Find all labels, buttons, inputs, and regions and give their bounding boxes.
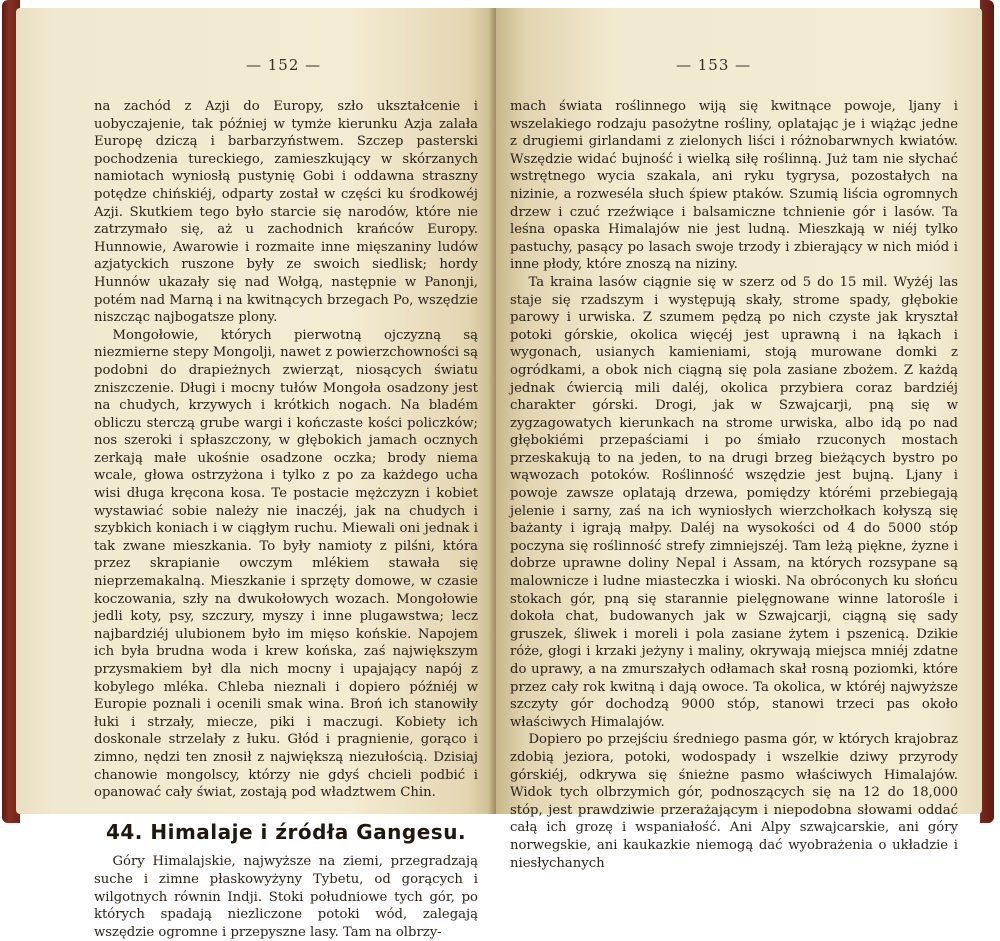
left-page [16, 8, 496, 940]
paragraph: Góry Himalajskie, najwyższe na ziemi, przegradzają suche i zimne płaskowyżyny Tybetu, od gorących i wilgotnych równin Indji. Stoki południowe tych gór, po których spadają niezliczone potoki wód, zalegają wszędzie ogromne i przepyszne lasy. Tam na olbrzy- [94, 854, 478, 940]
book-cover-right [980, 0, 994, 823]
paragraph: na zachód z Azji do Europy, szło ukształcenie i uobyczajenie, tak później w tymże kierunku Azja zalała Europę dziczą i barbarzyństwem. Szczep pasterski pochodzenia tureckiego, zamieszkujący w skórzanych namiotach wyniosłą pustynię Gobi i oddawna straszny potędze chińskiéj, odparty został w części ku środkowéj Azji. Skutkiem tego było starcie się narodów, które nie zatrzymało się, aż u zachodnich krańców Europy. Hunnowie, Awarowie i rozmaite inne mięszaniny ludów azjatyckich ruszone były ze swoich siedlisk; hordy Hunnów ukazały się nad Wołgą, następnie w Panonji, potém nad Marną i na kwitnących brzegach Po, wszędzie niszcząc najbogatsze plony. [94, 99, 478, 326]
paragraph: Mongołowie, których pierwotną ojczyzną są niezmierne stepy Mongolji, nawet z powierzchowności są podobni do drapieżnych zwierząt, niosących światu zniszczenie. Długi i mocny tułów Mongoła osadzony jest na chudych, krzywych i krótkich nogach. Na bladém obliczu sterczą grube wargi i kończaste kości policzków; nos szeroki i spłaszczony, w głębokich jamach ocznych zerkają małe ukośnie osadzone oczka; brody niema wcale, głowa ostrzyżona i tylko z po za każdego ucha wisi długa kręcona kosa. Te postacie mężczyzn i kobiet wystawiać sobie należy nie inaczéj, jak na chudych i szybkich koniach i w ciągłym ruchu. Miewali oni jednak i tak zwane mieszkania. To były namioty z pilśni, która przez skrapianie owczym mlékiem stawała się nieprzemakalną. Mieszkanie i sprzęty domowe, w czasie koczowania, szły na dwukołowych wozach. Mongołowie jedli koty, psy, szczury, myszy i inne plugawstwa; lecz najbardziéj ulubionem było im mięso końskie. Napojem ich była brudna woda i krew końska, zaś największym przysmakiem był dla nich mocny i upajający napój z kobylego mléka. Chleba nieznali i dopiero późniéj w Europie poznali i ocenili smak wina. Broń ich stanowiły łuki i strzały, miecze, piki i maczugi. Kobiety ich doskonale strzelały z łuku. Głód i pragnienie, gorąco i zimno, nędzi ten znosił z największą niezułością. Dzisiaj chanowie mongolscy, którzy nie gdyś chcieli podbić i opanować cały świat, zostają pod władztwem Chin. [94, 327, 478, 801]
right-page [496, 8, 982, 871]
paragraph: Dopiero po przejściu średniego pasma gór, w których krajobraz zdobią jeziora, potoki, wodospady i wszelkie dziwy przyrody górskiéj, odkrywa się śnieżne pasmo właściwych Himalajów. Widok tych olbrzymich gór, podnoszących się na 12 do 18,000 stóp, jest prawdziwie przerażającym i niepodobna słowami oddać całą ich grozę i wspaniałość. Ani Alpy szwajcarskie, ani góry norwegskie, ani kaukazkie niemogą dać wyobrażenia o układzie i niesłychanych [510, 732, 958, 871]
left-page-text [94, 98, 478, 941]
section-heading: 44. Himalaje i źródła Gangesu. [105, 819, 467, 844]
paragraph: Ta kraina lasów ciągnie się w szerz od 5 do 15 mil. Wyżéj las staje się rzadszym i występują skały, strome spady, głębokie parowy i urwiska. Z szumem pędzą po nich czyste jak kryształ potoki górskie, okolica więcéj jest uprawną i na łąkach i wygonach, usianych kamieniami, stoją murowane domki z ogródkami, a obok nich ciągną się pola zasiane zbożem. Z każdą jednak ćwiercią mili daléj, okolica przybiera coraz bardziéj charakter górski. Drogi, jak w Szwajcarji, pną się w zygzagowatych kierunkach na strome urwiska, albo idą po nad głębokiémi przepaściami i po śmiało rzuconych mostach przeskakują to na jeden, to na drugi brzeg bieżących bystro po wąwozach potoków. Roślinność wszędzie jest bujną. Ljany i powoje zawsze oplatają drzewa, pomiędzy którémi przebiegają jelenie i sarny, zaś na ich wyniosłych wierzchołkach kołyszą się bażanty i igrają małpy. Daléj na wysokości od 4 do 5000 stóp poczyna się roślinność strefy zimniejszéj. Tam leżą piękne, żyzne i dobrze uprawne doliny Nepal i Assam, na których rozsypane są malownicze i ludne miasteczka i wioski. Na obróconych ku słońcu stokach gór, pną się starannie pielęgnowane winne latorośle i dokoła chat, budowanych jak w Szwajcarji, ciągną się sady gruszek, śliwek i moreli i pola zasiane żytem i pszenicą. Dzikie róże, głogi i krzaki jeżyny i maliny, okrywają miejsca mniéj zdatne do uprawy, a na zmurszałych odłamach skał rosną poziomki, które przez cały rok kwitną i dają owoce. Ta okolica, w któréj najwyższe szczyty gór dochodzą 9000 stóp, stanowi trzeci pas około właściwych Himalajów. [510, 274, 958, 730]
page-number-right: — 153 — [676, 56, 752, 74]
right-page-text [510, 98, 958, 872]
page-number-left: — 152 — [246, 56, 322, 74]
paragraph: mach świata roślinnego wiją się kwitnące powoje, ljany i wszelakiego rodzaju pasożytne rośliny, oplatając je i wiążąc jedne z drugiemi girlandami z zielonych liści i różnobarwnych kwiatów. Wszędzie widać bujność i wielką siłę roślinną. Już tam nie słychać wstrętnego wycia szakala, ani ryku tygrysa, pozostałych na nizinie, a rozweséla słuch śpiew ptaków. Szumią liścia ogromnych drzew i czuć rzeźwiące i balsamiczne tchnienie gór i lasów. Ta leśna opaska Himalajów nie jest ludną. Mieszkają w niéj tylko pastuchy, pasący po lasach swoje trzody i zbierający w nich miód i inne płody, które znoszą na niziny. [510, 99, 958, 273]
